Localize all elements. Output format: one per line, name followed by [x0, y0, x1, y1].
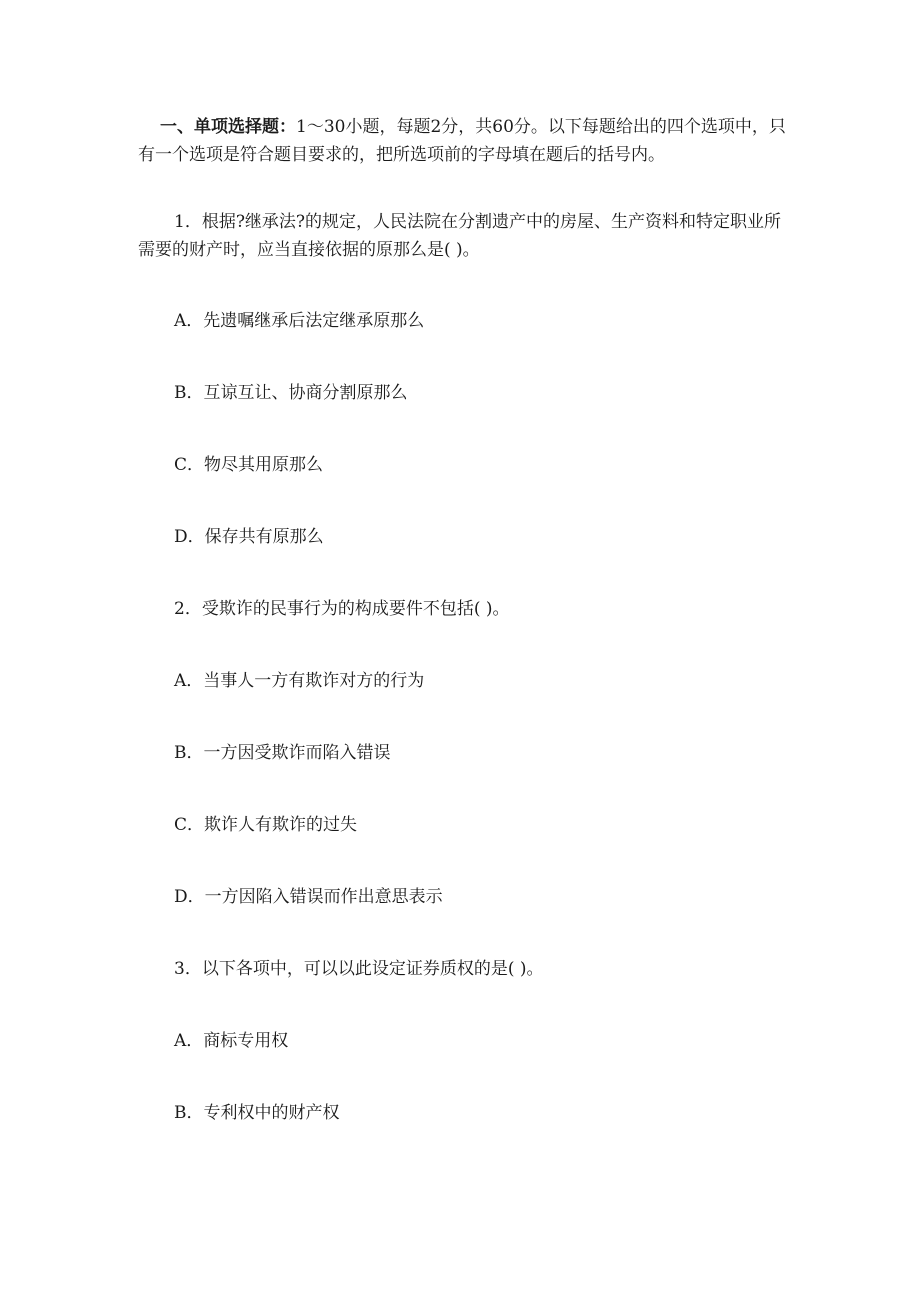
question-1-option-b: B．互谅互让、协商分割原那么: [174, 383, 408, 403]
question-3-option-a: A．商标专用权: [174, 1031, 289, 1051]
question-2-option-d: D．一方因陷入错误而作出意思表示: [174, 887, 443, 907]
question-2-stem: 2．受欺诈的民事行为的构成要件不包括( )。: [174, 599, 510, 619]
section-instructions: 1～30小题，每题2分，共60分。以下每题给出的四个选项中，只有一个选项是符合题目要求的，把所选项前的字母填在题后的括号内。: [138, 117, 786, 165]
question-1-option-a: A．先遗嘱继承后法定继承原那么: [174, 311, 425, 331]
question-2-option-b: B．一方因受欺诈而陷入错误: [174, 743, 391, 763]
question-1-option-c: C．物尽其用原那么: [174, 455, 324, 475]
question-2-option-a: A．当事人一方有欺诈对方的行为: [174, 671, 425, 691]
question-1-option-d: D．保存共有原那么: [174, 527, 324, 547]
question-3-stem: 3．以下各项中，可以以此设定证券质权的是( )。: [174, 959, 544, 979]
section-heading: [138, 113, 788, 169]
question-2-option-c: C．欺诈人有欺诈的过失: [174, 815, 358, 835]
question-1-stem: 1．根据?继承法?的规定，人民法院在分割遗产中的房屋、生产资料和特定职业所需要的财产时，应当直接依据的原那么是( )。: [138, 212, 782, 260]
section-title: 一、单项选择题：: [160, 117, 296, 137]
question-3-option-b: B．专利权中的财产权: [174, 1103, 340, 1123]
